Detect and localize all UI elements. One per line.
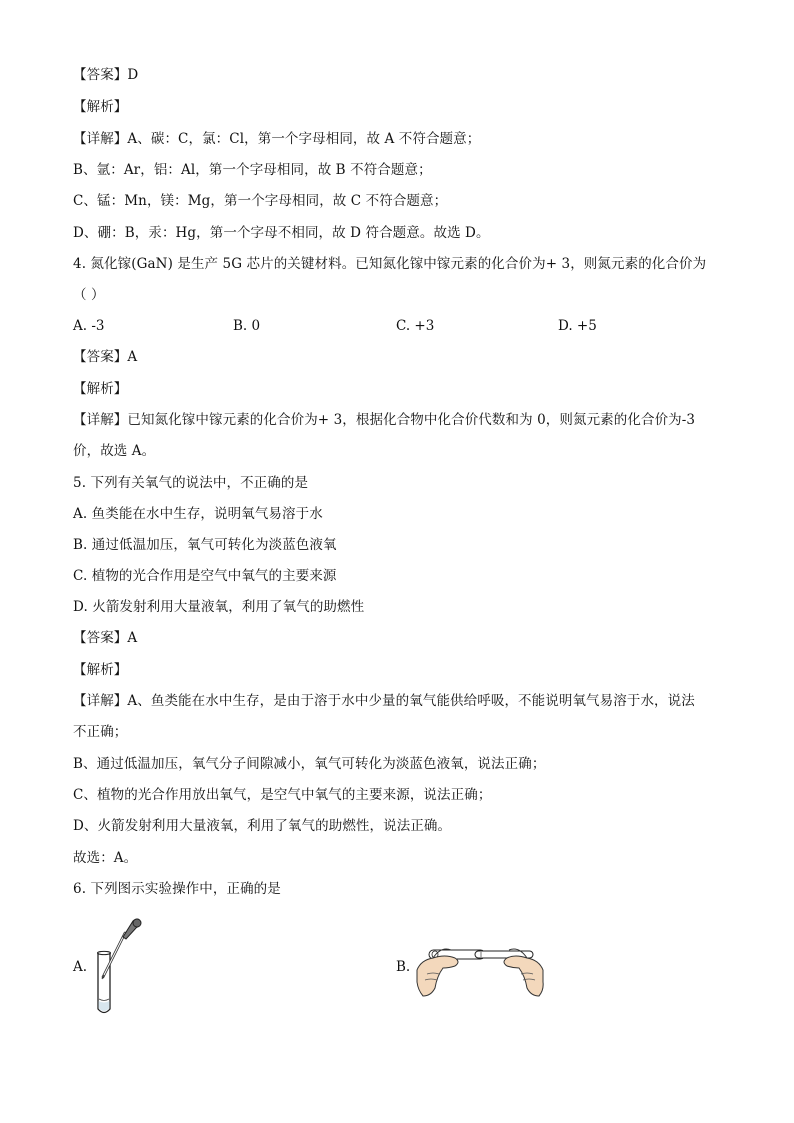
q5-option-b: B. 通过低温加压，氧气可转化为淡蓝色液氧	[73, 537, 337, 553]
q4-option-d: D. +5	[558, 318, 597, 334]
conclusion-line: 故选：A。	[73, 850, 138, 866]
dropper-in-test-tube-figure	[88, 915, 148, 1020]
detail-line: 【详解】已知氮化镓中镓元素的化合价为+ 3，根据化合物中化合价代数和为 0，则氮元素的化合价为-3	[73, 412, 696, 428]
q4-option-a: A. -3	[73, 318, 105, 334]
detail-line: D、火箭发射利用大量液氧，利用了氧气的助燃性，说法正确。	[73, 818, 452, 834]
q6-option-a-label: A.	[73, 959, 88, 975]
q4-option-c: C. +3	[396, 318, 435, 334]
question-4-text: 4. 氮化镓(GaN) 是生产 5G 芯片的关键材料。已知氮化镓中镓元素的化合价为+ 3，则氮元素的化合价为	[73, 256, 707, 272]
q4-option-b: B. 0	[233, 318, 261, 334]
answer-label: 【答案】D	[73, 67, 139, 83]
detail-line: 【详解】A、碳：C，氯：Cl，第一个字母相同，故 A 不符合题意；	[73, 131, 481, 147]
q5-option-c: C. 植物的光合作用是空气中氧气的主要来源	[73, 568, 337, 584]
analysis-label: 【解析】	[73, 662, 128, 678]
answer-label: 【答案】A	[73, 630, 138, 646]
analysis-label: 【解析】	[73, 99, 128, 115]
question-5-text: 5. 下列有关氧气的说法中，不正确的是	[73, 475, 309, 491]
question-6-text: 6. 下列图示实验操作中，正确的是	[73, 881, 281, 897]
q5-option-d: D. 火箭发射利用大量液氧，利用了氧气的助燃性	[73, 599, 365, 615]
detail-line: 价，故选 A。	[73, 443, 156, 459]
detail-line: B、通过低温加压，氧气分子间隙减小，氧气可转化为淡蓝色液氧，说法正确；	[73, 756, 546, 772]
hands-connecting-tubes-figure	[415, 930, 545, 1005]
detail-line: C、植物的光合作用放出氧气，是空气中氧气的主要来源，说法正确；	[73, 787, 492, 803]
answer-label: 【答案】A	[73, 349, 138, 365]
q6-option-b-label: B.	[396, 959, 411, 975]
detail-line: B、氩：Ar，铝：Al，第一个字母相同，故 B 不符合题意；	[73, 162, 432, 178]
analysis-label: 【解析】	[73, 381, 128, 397]
q5-option-a: A. 鱼类能在水中生存，说明氧气易溶于水	[73, 506, 323, 522]
detail-line: 【详解】A、鱼类能在水中生存，是由于溶于水中少量的氧气能供给呼吸，不能说明氧气易溶于水，说法	[73, 693, 695, 709]
detail-line: D、硼：B，汞：Hg，第一个字母不相同，故 D 符合题意。故选 D。	[73, 225, 490, 241]
detail-line: C、锰：Mn，镁：Mg，第一个字母相同，故 C 不符合题意；	[73, 193, 448, 209]
question-4-blank: （ ）	[73, 287, 105, 303]
detail-line: 不正确；	[73, 724, 128, 740]
